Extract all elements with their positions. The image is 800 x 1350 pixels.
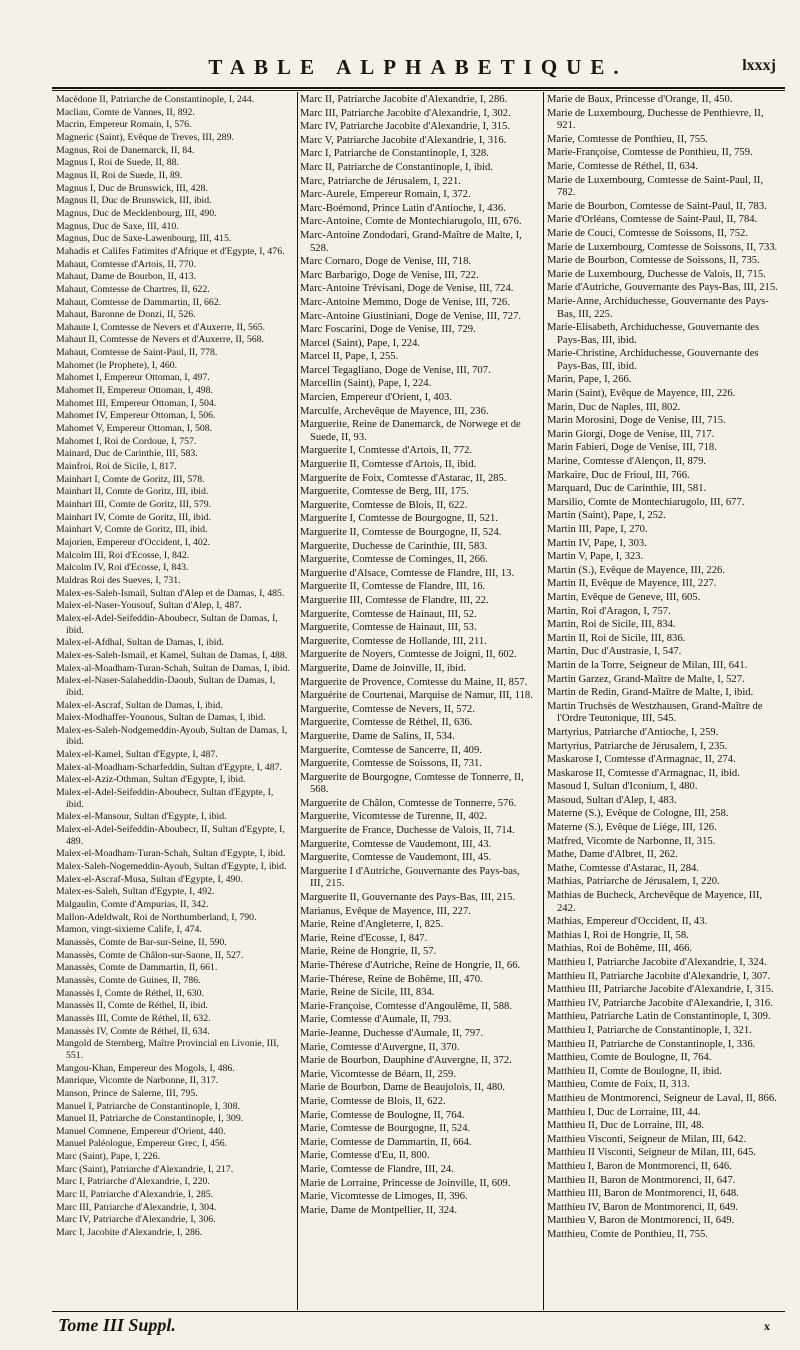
index-entry: Martin Garzez, Grand-Maître de Malte, I, 527. xyxy=(547,673,745,685)
index-entry: Matthieu IV, Patriarche Jacobite d'Alexandrie, I, 316. xyxy=(547,997,773,1009)
index-entry: Marguerite, Comtesse de Vaudemont, III, 43. xyxy=(300,838,492,850)
index-entry: Masoud I, Sultan d'Iconium, I, 480. xyxy=(547,781,698,793)
index-entry: Manassès IV, Comte de Réthel, II, 634. xyxy=(56,1025,210,1037)
index-entry: Martyrius, Patriarche d'Antioche, I, 259. xyxy=(547,726,719,738)
index-entry: Martin, Evêque de Geneve, III, 605. xyxy=(547,591,701,603)
index-entry: Marie de Couci, Comtesse de Soissons, II, 752. xyxy=(547,227,748,239)
index-entry: Marc I, Patriarche de Constantinople, I, 328. xyxy=(300,148,489,160)
index-entry: Manuel Paléologue, Empereur Grec, I, 456. xyxy=(56,1138,228,1150)
index-entry: Malex-el-Adel-Seifeddin-Aboubecr, Sultan de Damas, I, ibid. xyxy=(56,612,278,636)
index-entry: Marguerite I, Comtesse de Bourgogne, II, 521. xyxy=(300,513,498,525)
index-entry: Marie, Dame de Montpellier, II, 324. xyxy=(300,1204,457,1216)
index-entry: Matthieu III, Baron de Montmorenci, II, 648. xyxy=(547,1188,739,1200)
index-entry: Malex-el-Ascraf, Sultan de Damas, I, ibid. xyxy=(56,699,223,711)
index-entry: Matthieu, Comte de Ponthieu, II, 755. xyxy=(547,1228,708,1240)
header-rule-thin xyxy=(52,90,785,91)
index-entry: Marguerite II, Comtesse de Flandre, III, 16. xyxy=(300,581,486,593)
index-entry: Masoud, Sultan d'Alep, I, 483. xyxy=(547,794,677,806)
index-entry: Marguerite, Dame de Salins, II, 534. xyxy=(300,730,455,742)
index-entry: Mainhart I, Comte de Goritz, III, 578. xyxy=(56,473,205,485)
index-entry: Malex-el-Naser-Salaheddin-Daoub, Sultan de Damas, I, ibid. xyxy=(56,675,276,698)
index-entry: Marc I, Jacobite d'Alexandrie, I, 286. xyxy=(56,1227,203,1239)
index-entry: Marie-Françoise, Comtesse d'Angoulême, II, 588. xyxy=(300,1000,512,1012)
index-entry: Macédone II, Patriarche de Constantinople, I, 244. xyxy=(56,94,255,105)
index-entry: Malex-es-Saleh, Sultan d'Egypte, I, 492. xyxy=(56,886,215,898)
index-entry: Marc II, Patriarche Jacobite d'Alexandrie, I, 286. xyxy=(300,94,508,105)
index-entry: Matthieu II, Duc de Lorraine, III, 48. xyxy=(547,1120,705,1132)
index-entry: Matthieu I, Baron de Montmorenci, II, 646. xyxy=(547,1160,732,1172)
index-entry: Manassès, Comte de Guines, II, 786. xyxy=(56,974,201,986)
index-entry: Marc Foscarini, Doge de Venise, III, 729. xyxy=(300,324,476,336)
index-entry: Marie, Comtesse de Bourgogne, II, 524. xyxy=(300,1123,471,1135)
index-entry: Manuel II, Patriarche de Constantinople, I, 309. xyxy=(56,1113,244,1125)
index-entry: Marguerite III, Comtesse de Flandre, III, 22. xyxy=(300,594,489,606)
index-entry: Martin II, Evêque de Mayence, III, 227. xyxy=(547,578,717,590)
index-entry: Marc III, Patriarche d'Alexandrie, I, 304. xyxy=(56,1201,217,1213)
index-entry: Matthieu, Comte de Foix, II, 313. xyxy=(547,1079,690,1091)
index-entry: Mahaut, Dame de Bourbon, II, 413. xyxy=(56,271,197,283)
index-entry: Mahaut, Comtesse de Dammartin, II, 662. xyxy=(56,296,222,308)
index-entry: Malex-el-Afdhal, Sultan de Damas, I, ibid. xyxy=(56,637,224,649)
index-entry: Manassès, Comte de Bar-sur-Seine, II, 590. xyxy=(56,936,227,948)
index-entry: Manson, Prince de Salerne, III, 795. xyxy=(56,1087,198,1099)
signature-mark: x xyxy=(764,1319,770,1333)
index-entry: Manassès, Comte de Dammartin, II, 661. xyxy=(56,962,218,974)
index-entry: Magnus, Duc de Saxe, III, 410. xyxy=(56,220,179,232)
index-column-middle xyxy=(300,94,534,1218)
index-entry: Marquard, Duc de Carinthie, III, 581. xyxy=(547,483,707,495)
index-entry: Mamon, vingt-sixieme Calife, I, 474. xyxy=(56,924,202,936)
index-entry: Marguerite, Reine de Danemarck, de Norwege et de Suede, II, 93. xyxy=(300,419,521,443)
index-entry: Marguerite de Bourgogne, Comtesse de Tonnerre, II, 568. xyxy=(300,771,524,796)
index-entry: Marie, Comtesse d'Aumale, II, 793. xyxy=(300,1014,452,1026)
index-entry: Marc (Saint), Patriarche d'Alexandrie, I, 217. xyxy=(56,1163,234,1175)
index-entry: Martin de la Torre, Seigneur de Milan, III, 641. xyxy=(547,659,748,671)
index-entry: Martin (S.), Evêque de Mayence, III, 226. xyxy=(547,564,725,576)
index-entry: Mahomet (le Prophete), I, 460. xyxy=(56,359,178,371)
index-entry: Mathias de Bucheck, Archevêque de Mayence, III, 242. xyxy=(547,890,763,914)
index-entry: Manassès I, Comte de Réthel, II, 630. xyxy=(56,987,205,999)
index-entry: Malex-el-Kamel, Sultan d'Egypte, I, 487. xyxy=(56,749,218,761)
index-entry: Matthieu IV, Baron de Montmorenci, II, 649. xyxy=(547,1201,739,1213)
index-entry: Marc V, Patriarche Jacobite d'Alexandrie, I, 316. xyxy=(300,134,507,146)
index-entry: Marguerite de Provence, Comtesse du Maine, II, 857. xyxy=(300,676,528,688)
index-entry: Mangold de Sternberg, Maître Provincial en Livonie, III, 551. xyxy=(56,1038,279,1061)
index-entry: Mahaut, Baronne de Donzi, II, 526. xyxy=(56,309,196,321)
index-entry: Mahaut, Comtesse de Chartres, II, 622. xyxy=(56,283,210,295)
index-entry: Matthieu, Patriarche Latin de Constantinople, I, 309. xyxy=(547,1011,771,1023)
index-entry: Malex-el-Mansour, Sultan d'Egypte, I, ibid. xyxy=(56,811,227,823)
index-entry: Magnus, Duc de Saxe-Lawenbourg, III, 415. xyxy=(56,233,232,245)
index-entry: Mahomet III, Empereur Ottoman, I, 504. xyxy=(56,397,217,409)
index-entry: Marie-Elisabeth, Archiduchesse, Gouvernante des Pays-Bas, III, ibid. xyxy=(547,322,760,346)
index-entry: Mallon-Adeldwalt, Roi de Northumberland, I, 790. xyxy=(56,911,257,923)
index-entry: Mathias, Empereur d'Occident, II, 43. xyxy=(547,916,708,928)
index-entry: Marguerite II, Comtesse de Bourgogne, II, 524. xyxy=(300,527,502,538)
index-entry: Marc-Aurele, Empereur Romain, I, 372. xyxy=(300,189,471,201)
index-entry: Mathias, Patriarche de Jérusalem, I, 220. xyxy=(547,876,720,888)
index-entry: Mainhart V, Comte de Goritz, III, ibid. xyxy=(56,524,208,536)
index-entry: Marin Giorgi, Doge de Venise, III, 717. xyxy=(547,428,715,440)
index-entry: Mathias I, Roi de Hongrie, II, 58. xyxy=(547,929,689,941)
index-entry: Malex-es-Saleh-Ismail, et Kamel, Sultan de Damas, I, 488. xyxy=(56,649,288,661)
column-divider xyxy=(297,92,298,1310)
index-entry: Martin V, Pape, I, 323. xyxy=(547,551,644,563)
header-rule xyxy=(52,87,785,89)
index-entry: Martin de Redin, Grand-Maître de Malte, I, ibid. xyxy=(547,687,754,699)
index-entry: Marguerite I d'Autriche, Gouvernante des Pays-bas, III, 215. xyxy=(300,865,520,890)
index-entry: Manassès III, Comte de Réthel, II, 632. xyxy=(56,1012,211,1024)
index-entry: Manassès, Comte de Châlon-sur-Saone, II, 527. xyxy=(56,949,244,961)
index-entry: Mahaut, Comtesse de Saint-Paul, II, 778. xyxy=(56,347,218,359)
index-entry: Marc-Antoine Memmo, Doge de Venise, III, 726. xyxy=(300,296,510,308)
index-entry: Martin IV, Pape, I, 303. xyxy=(547,537,647,549)
index-entry: Materne (S.), Evêque de Cologne, III, 258. xyxy=(547,808,729,820)
index-entry: Marie-Christine, Archiduchesse, Gouvernante des Pays-Bas, III, ibid. xyxy=(547,348,759,372)
index-entry: Marie, Comtesse de Dammartin, II, 664. xyxy=(300,1136,472,1148)
index-entry: Malex-Modhaffer-Younous, Sultan de Damas, I, ibid. xyxy=(56,712,266,724)
index-entry: Marin (Saint), Evêque de Mayence, III, 226. xyxy=(547,388,736,400)
index-entry: Marc Cornaro, Doge de Venise, III, 718. xyxy=(300,256,472,268)
index-entry: Marie, Comtesse de Boulogne, II, 764. xyxy=(300,1109,465,1121)
index-entry: Mainhart III, Comte de Goritz, III, 579. xyxy=(56,499,212,510)
index-entry: Marc IV, Patriarche Jacobite d'Alexandrie, I, 315. xyxy=(300,121,510,133)
index-entry: Marie-Thérese d'Autriche, Reine de Hongrie, II, 66. xyxy=(300,960,521,971)
index-entry: Mathias, Roi de Bohême, III, 466. xyxy=(547,943,693,955)
index-entry: Martin Truchsès de Westzhausen, Grand-Maître de l'Ordre Teutonique, III, 545. xyxy=(547,700,763,725)
index-entry: Marc III, Patriarche Jacobite d'Alexandrie, I, 302. xyxy=(300,107,511,119)
index-entry: Manuel Comnene, Empereur d'Orient, 440. xyxy=(56,1125,226,1137)
index-entry: Markaire, Duc de Frioul, III, 766. xyxy=(547,469,690,481)
index-entry: Matthieu II, Patriarche Jacobite d'Alexandrie, I, 307. xyxy=(547,970,771,982)
index-entry: Mahadis et Califes Fatimites d'Afrique et d'Egypte, I, 476. xyxy=(56,245,285,257)
index-entry: Matthieu II, Baron de Montmorenci, II, 647. xyxy=(547,1174,736,1186)
index-entry: Magnus II, Roi de Suede, II, 89. xyxy=(56,169,183,181)
index-entry: Matfred, Vicomte de Narbonne, II, 315. xyxy=(547,835,716,847)
index-entry: Mahaut, Comtesse d'Artois, II, 770. xyxy=(56,258,196,270)
index-entry: Marguerite, Duchesse de Carinthie, III, 583. xyxy=(300,540,488,552)
index-entry: Marie, Comtesse de Réthel, II, 634. xyxy=(547,160,698,172)
index-entry: Mahomet V, Empereur Ottoman, I, 508. xyxy=(56,423,213,435)
index-entry: Marie, Comtesse de Ponthieu, II, 755. xyxy=(547,133,708,145)
index-entry: Marie, Comtesse d'Auvergne, II, 370. xyxy=(300,1041,460,1053)
index-entry: Marguerite II, Comtesse d'Artois, II, ibid. xyxy=(300,459,477,471)
index-entry: Magnus, Roi de Danemarck, II, 84. xyxy=(56,144,195,156)
index-entry: Marie, Comtesse de Flandre, III, 24. xyxy=(300,1163,454,1175)
signature-line: Tome III Suppl. xyxy=(58,1315,176,1335)
index-entry: Martin III, Pape, I, 270. xyxy=(547,524,648,535)
index-entry: Marc-Antoine Giustiniani, Doge de Venise, III, 727. xyxy=(300,310,522,322)
index-entry: Marc, Patriarche de Jérusalem, I, 221. xyxy=(300,175,461,187)
index-entry: Marie, Comtesse d'Eu, II, 800. xyxy=(300,1150,430,1162)
index-entry: Mainard, Duc de Carinthie, III, 583. xyxy=(56,448,198,460)
index-entry: Matthieu de Montmorenci, Seigneur de Laval, II, 866. xyxy=(547,1092,777,1104)
index-entry: Martin II, Roi de Sicile, III, 836. xyxy=(547,632,686,644)
index-entry: Marguerite d'Alsace, Comtesse de Flandre, III, 13. xyxy=(300,567,515,579)
index-entry: Marguerite II, Gouvernante des Pays-Bas, III, 215. xyxy=(300,892,516,904)
index-entry: Marie de Bourbon, Dauphine d'Auvergne, II, 372. xyxy=(300,1055,512,1067)
index-entry: Marie de Baux, Princesse d'Orange, II, 450. xyxy=(547,94,733,105)
index-entry: Martin, Roi de Sicile, III, 834. xyxy=(547,619,676,631)
index-entry: Majorien, Empereur d'Occident, I, 402. xyxy=(56,536,211,548)
index-entry: Mangou-Khan, Empereur des Mogols, I, 486. xyxy=(56,1062,235,1074)
index-entry: Manassès II, Comte de Réthel, II, ibid. xyxy=(56,1000,208,1012)
index-entry: Magnus, Duc de Mecklenbourg, III, 490. xyxy=(56,207,217,219)
index-entry: Macrin, Empereur Romain, I, 576. xyxy=(56,119,192,131)
index-entry: Materne (S.), Evêque de Liége, III, 126. xyxy=(547,822,717,834)
index-entry: Marguerite, Comtesse de Hollande, III, 211. xyxy=(300,635,487,647)
index-entry: Marguerite, Comtesse de Blois, II, 622. xyxy=(300,499,468,511)
index-entry: Marc-Antoine, Comte de Montechiarugolo, III, 676. xyxy=(300,216,522,228)
index-entry: Malex-el-Moadham-Turan-Schah, Sultan d'Egypte, I, ibid. xyxy=(56,848,286,860)
page-footer xyxy=(58,1315,778,1339)
index-entry: Malex-el-Naser-Yousouf, Sultan d'Alep, I, 487. xyxy=(56,600,242,612)
index-entry: Marguerite, Comtesse de Réthel, II, 636. xyxy=(300,717,473,729)
index-entry: Marc Barbarigo, Doge de Venise, III, 722. xyxy=(300,269,479,281)
index-entry: Magnus I, Roi de Suede, II, 88. xyxy=(56,157,179,169)
index-entry: Marcel II, Pape, I, 255. xyxy=(300,351,399,363)
index-column-right xyxy=(547,94,783,1242)
column-divider xyxy=(543,92,544,1310)
index-entry: Mathe, Dame d'Albret, II, 262. xyxy=(547,849,678,861)
index-entry: Marsilio, Comte de Montechiarugolo, III, 677. xyxy=(547,496,745,508)
index-entry: Matthieu I, Patriarche de Constantinople, I, 321. xyxy=(547,1024,752,1036)
index-entry: Matthieu II Visconti, Seigneur de Milan, III, 645. xyxy=(547,1147,756,1159)
index-entry: Marc (Saint), Pape, I, 226. xyxy=(56,1151,160,1163)
index-entry: Marguerite de Noyers, Comtesse de Joigni, II, 602. xyxy=(300,649,517,661)
index-entry: Marguerite, Comtesse de Hainaut, III, 53. xyxy=(300,622,477,634)
index-entry: Marie de Lorraine, Princesse de Joinville, II, 609. xyxy=(300,1177,511,1189)
index-entry: Marcien, Empereur d'Orient, I, 403. xyxy=(300,392,452,404)
index-entry: Marc IV, Patriarche d'Alexandrie, I, 306. xyxy=(56,1214,216,1226)
index-entry: Marc I, Patriarche d'Alexandrie, I, 220. xyxy=(56,1176,210,1188)
page-number: lxxxj xyxy=(742,57,776,74)
index-entry: Marguerite, Comtesse de Nevers, II, 572. xyxy=(300,703,475,715)
index-entry: Manrique, Vicomte de Narbonne, II, 317. xyxy=(56,1075,219,1087)
index-entry: Matthieu I, Patriarche Jacobite d'Alexandrie, I, 324. xyxy=(547,957,767,968)
index-entry: Marie, Comtesse de Blois, II, 622. xyxy=(300,1095,446,1107)
page-header xyxy=(58,55,778,87)
index-entry: Mahomet I, Roi de Cordoue, I, 757. xyxy=(56,435,197,447)
index-entry: Marie de Luxembourg, Comtesse de Saint-Paul, II, 782. xyxy=(547,174,764,199)
index-entry: Marguerite, Comtesse de Vaudemont, III, 45. xyxy=(300,852,492,864)
index-entry: Malex-el-Aziz-Othman, Sultan d'Egypte, I, ibid. xyxy=(56,774,246,786)
index-entry: Mahaute I, Comtesse de Nevers et d'Auxerre, II, 565. xyxy=(56,321,266,333)
index-entry: Malex-el-Ascraf-Musa, Sultan d'Egypte, I, 490. xyxy=(56,873,243,885)
index-entry: Marcellin (Saint), Pape, I, 224. xyxy=(300,378,432,390)
index-entry: Marc-Antoine Zondodari, Grand-Maître de Malte, I, 528. xyxy=(300,229,522,254)
index-entry: Malgaulin, Comte d'Ampurias, II, 342. xyxy=(56,899,209,910)
index-entry: Marie d'Orléans, Comtesse de Saint-Paul, II, 784. xyxy=(547,214,758,226)
index-entry: Marin, Pape, I, 266. xyxy=(547,374,632,386)
index-entry: Marie, Reine de Hongrie, II, 57. xyxy=(300,946,437,958)
index-entry: Malex-al-Moadham-Turan-Schah, Sultan de Damas, I, ibid. xyxy=(56,662,290,674)
index-entry: Marie, Vicomtesse de Béarn, II, 259. xyxy=(300,1068,456,1080)
index-entry: Maskarose II, Comtesse d'Armagnac, II, ibid. xyxy=(547,767,740,779)
footer-rule xyxy=(52,1311,785,1312)
index-entry: Mainhart IV, Comte de Goritz, III, ibid. xyxy=(56,511,211,523)
index-entry: Mahomet II, Empereur Ottoman, I, 498. xyxy=(56,385,213,397)
index-entry: Mahomet IV, Empereur Ottoman, I, 506. xyxy=(56,410,216,422)
index-entry: Marguerite, Comtesse de Cominges, II, 266. xyxy=(300,554,488,566)
index-entry: Mathe, Comtesse d'Astarac, II, 284. xyxy=(547,862,699,874)
index-entry: Marcel Tegagliano, Doge de Venise, III, 707. xyxy=(300,364,491,376)
index-entry: Martyrius, Patriarche de Jérusalem, I, 235. xyxy=(547,740,728,752)
index-entry: Marguerite de Châlon, Comtesse de Tonnerre, 576. xyxy=(300,797,517,809)
index-entry: Marguerite, Comtesse de Soissons, II, 731. xyxy=(300,758,482,770)
index-entry: Marin Morosini, Doge de Venise, III, 715. xyxy=(547,415,726,427)
index-entry: Marie-Jeanne, Duchesse d'Aumale, II, 797. xyxy=(300,1027,484,1039)
index-entry: Marine, Comtesse d'Alençon, II, 879. xyxy=(547,456,707,468)
index-entry: Marc II, Patriarche d'Alexandrie, I, 285. xyxy=(56,1189,214,1201)
index-entry: Matthieu V, Baron de Montmorenci, II, 649. xyxy=(547,1215,735,1227)
index-entry: Marguerite, Dame de Joinville, II, ibid. xyxy=(300,662,467,674)
index-entry: Marie de Luxembourg, Comtesse de Soissons, II, 733. xyxy=(547,241,778,253)
index-entry: Magnus II, Duc de Brunswick, III, ibid. xyxy=(56,195,212,207)
index-entry: Magneric (Saint), Evêque de Treves, III, 289. xyxy=(56,131,234,143)
index-entry: Marcel (Saint), Pape, I, 224. xyxy=(300,337,421,349)
index-entry: Marguerite, Comtesse de Hainaut, III, 52. xyxy=(300,608,477,620)
index-entry: Manuel I, Patriarche de Constantinople, I, 308. xyxy=(56,1100,240,1112)
index-entry: Marin, Duc de Naples, III, 802. xyxy=(547,401,681,413)
index-entry: Malex-el-Adel-Seifeddin-Aboubecr, Sultan d'Egypte, I, ibid. xyxy=(56,787,274,810)
index-entry: Marguerite de Foix, Comtesse d'Astarac, II, 285. xyxy=(300,472,507,484)
index-entry: Mainfroi, Roi de Sicile, I, 817. xyxy=(56,461,177,473)
index-entry: Marie de Luxembourg, Duchesse de Valois, II, 715. xyxy=(547,268,766,280)
index-entry: Marguérite de Courtenai, Marquise de Namur, III, 118. xyxy=(300,690,533,702)
index-entry: Marculfe, Archevêque de Mayence, III, 236. xyxy=(300,405,489,417)
index-entry: Matthieu Visconti, Seigneur de Milan, III, 642. xyxy=(547,1133,747,1145)
index-entry: Marie, Vicomtesse de Limoges, II, 396. xyxy=(300,1191,468,1203)
index-entry: Malcolm III, Roi d'Ecosse, I, 842. xyxy=(56,549,190,561)
index-entry: Macliau, Comte de Vannes, II, 892. xyxy=(56,106,195,118)
index-entry: Malcolm IV, Roi d'Ecosse, I, 843. xyxy=(56,562,189,574)
index-entry: Malex-Saleh-Nogemeddin-Ayoub, Sultan d'Egypte, I, ibid. xyxy=(56,861,287,873)
index-entry: Marie-Anne, Archiduchesse, Gouvernante des Pays-Bas, III, 225. xyxy=(547,295,769,320)
index-entry: Marguerite de France, Duchesse de Valois, II, 714. xyxy=(300,825,515,837)
index-entry: Matthieu I, Duc de Lorraine, III, 44. xyxy=(547,1106,701,1118)
index-entry: Marie de Bourbon, Comtesse de Saint-Paul, II, 783. xyxy=(547,200,767,212)
index-entry: Marc II, Patriarche de Constantinople, I, ibid. xyxy=(300,161,493,173)
index-entry: Marguerite, Vicomtesse de Turenne, II, 402. xyxy=(300,811,487,823)
index-entry: Martin (Saint), Pape, I, 252. xyxy=(547,510,666,522)
index-entry: Mainhart II, Comte de Goritz, III, ibid. xyxy=(56,486,209,498)
index-entry: Marguerite I, Comtesse d'Artois, II, 772. xyxy=(300,445,473,457)
index-entry: Malex-es-Saleh-Nodgemeddin-Ayoub, Sultan de Damas, I, ibid. xyxy=(56,724,288,748)
index-entry: Marguerite, Comtesse de Berg, III, 175. xyxy=(300,486,469,498)
index-entry: Matthieu II, Comte de Boulogne, II, ibid. xyxy=(547,1065,722,1077)
index-entry: Marie, Reine d'Angleterre, I, 825. xyxy=(300,919,444,931)
index-entry: Malex-al-Moadham-Scharfeddin, Sultan d'Egypte, I, 487. xyxy=(56,761,282,773)
index-entry: Mahaut II, Comtesse de Nevers et d'Auxerre, II, 568. xyxy=(56,334,264,346)
index-entry: Matthieu, Comte de Boulogne, II, 764. xyxy=(547,1052,712,1064)
index-entry: Marie de Bourbon, Comtesse de Soissons, II, 735. xyxy=(547,255,760,267)
index-entry: Maldras Roi des Sueves, I, 731. xyxy=(56,574,181,586)
running-title: TABLE ALPHABETIQUE. xyxy=(208,55,628,79)
index-entry: Marc-Antoine Trévisani, Doge de Venise, III, 724. xyxy=(300,283,514,295)
index-entry: Magnus I, Duc de Brunswick, III, 428. xyxy=(56,182,208,194)
index-entry: Marin Fabieri, Doge de Venise, III, 718. xyxy=(547,442,717,454)
index-entry: Marc-Boémond, Prince Latin d'Antioche, I, 436. xyxy=(300,202,506,214)
index-entry: Marie de Bourbon, Dame de Beaujolois, II, 480. xyxy=(300,1082,506,1094)
index-entry: Marie-Françoise, Comtesse de Ponthieu, II, 759. xyxy=(547,147,753,159)
index-entry: Marie de Luxembourg, Duchesse de Penthievre, II, 921. xyxy=(547,107,764,132)
index-entry: Malex-el-Adel-Seifeddin-Aboubecr, II, Sultan d'Egypte, I, 489. xyxy=(56,824,285,847)
index-entry: Marianus, Evêque de Mayence, III, 227. xyxy=(300,905,471,917)
index-entry: Martin, Roi d'Aragon, I, 757. xyxy=(547,605,671,617)
index-entry: Maskarose I, Comtesse d'Armagnac, II, 274. xyxy=(547,754,736,766)
index-entry: Marie-Thérese, Reine de Bohême, III, 470. xyxy=(300,973,483,985)
index-entry: Marguerite, Comtesse de Sancerre, II, 409. xyxy=(300,744,482,756)
index-entry: Martin, Duc d'Austrasie, I, 547. xyxy=(547,646,682,658)
index-entry: Marie, Reine d'Ecosse, I, 847. xyxy=(300,932,428,944)
index-column-left xyxy=(56,94,290,1240)
index-entry: Malex-es-Saleh-Ismail, Sultan d'Alep et de Damas, I, 485. xyxy=(56,587,285,599)
index-entry: Matthieu III, Patriarche Jacobite d'Alexandrie, I, 315. xyxy=(547,984,774,996)
index-entry: Matthieu II, Patriarche de Constantinople, I, 336. xyxy=(547,1038,756,1050)
index-entry: Mahomet I, Empereur Ottoman, I, 497. xyxy=(56,372,210,384)
index-entry: Marie, Reine de Sicile, III, 834. xyxy=(300,987,435,999)
index-entry: Marie d'Autriche, Gouvernante des Pays-Bas, III, 215. xyxy=(547,282,778,294)
